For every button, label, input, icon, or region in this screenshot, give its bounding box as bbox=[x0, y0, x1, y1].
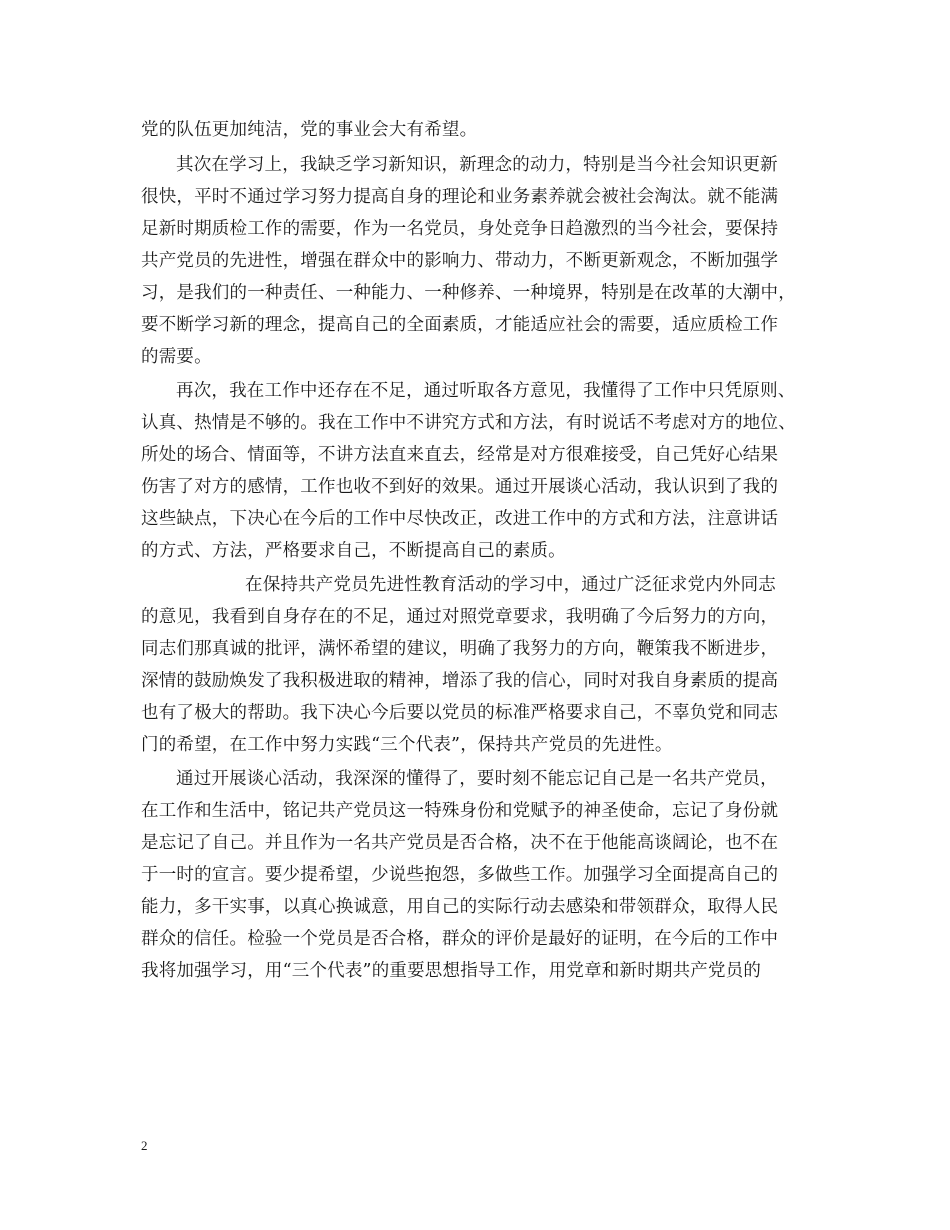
text-line: 共产党员的先进性，增强在群众中的影响力、带动力，不断更新观念，不断加强学 bbox=[141, 251, 779, 271]
text-line: 很快，平时不通过学习努力提高自身的理论和业务素养就会被社会淘汰。就不能满 bbox=[141, 187, 779, 207]
text-line: 的需要。 bbox=[141, 347, 212, 367]
text-line: 通过开展谈心活动，我深深的懂得了，要时刻不能忘记自己是一名共产党员， bbox=[176, 769, 778, 789]
text-line: 是忘记了自己。并且作为一名共产党员是否合格，决不在于他能高谈阔论，也不在 bbox=[141, 833, 779, 853]
text-line: 其次在学习上，我缺乏学习新知识，新理念的动力，特别是当今社会知识更新 bbox=[176, 155, 778, 175]
text-line: 的意见，我看到自身存在的不足，通过对照党章要求，我明确了今后努力的方向， bbox=[141, 607, 779, 627]
text-line: 同志们那真诚的批评，满怀希望的建议，明确了我努力的方向，鞭策我不断进步， bbox=[141, 639, 779, 659]
text-line: 也有了极大的帮助。我下决心今后要以党员的标准严格要求自己，不辜负党和同志 bbox=[141, 703, 779, 723]
text-line: 我将加强学习，用“三个代表”的重要思想指导工作，用党章和新时期共产党员的 bbox=[141, 961, 762, 981]
text-line: 门的希望，在工作中努力实践“三个代表”，保持共产党员的先进性。 bbox=[141, 735, 673, 755]
text-line: 伤害了对方的感情，工作也收不到好的效果。通过开展谈心活动，我认识到了我的 bbox=[141, 477, 779, 497]
text-line: 深情的鼓励焕发了我积极进取的精神，增添了我的信心，同时对我自身素质的提高 bbox=[141, 671, 779, 691]
text-line: 所处的场合、情面等，不讲方法直来直去，经常是对方很难接受，自己凭好心结果 bbox=[141, 445, 779, 465]
page-number: 2 bbox=[141, 1138, 148, 1153]
text-line: 能力，多干实事，以真心换诚意，用自己的实际行动去感染和带领群众，取得人民 bbox=[141, 897, 779, 917]
text-line: 党的队伍更加纯洁，党的事业会大有希望。 bbox=[141, 120, 478, 140]
text-line: 于一时的宣言。要少提希望，少说些抱怨，多做些工作。加强学习全面提高自己的 bbox=[141, 865, 779, 885]
text-line: 的方式、方法，严格要求自己，不断提高自己的素质。 bbox=[141, 541, 566, 561]
text-line: 要不断学习新的理念，提高自己的全面素质，才能适应社会的需要，适应质检工作 bbox=[141, 315, 779, 335]
text-line: 在保持共产党员先进性教育活动的学习中，通过广泛征求党内外同志 bbox=[245, 575, 776, 595]
text-line: 群众的信任。检验一个党员是否合格，群众的评价是最好的证明，在今后的工作中 bbox=[141, 929, 779, 949]
text-line: 在工作和生活中，铭记共产党员这一特殊身份和党赋予的神圣使命，忘记了身份就 bbox=[141, 801, 779, 821]
text-line: 习，是我们的一种责任、一种能力、一种修养、一种境界，特别是在改革的大潮中， bbox=[141, 283, 796, 303]
text-line: 足新时期质检工作的需要，作为一名党员，身处竞争日趋激烈的当今社会，要保持 bbox=[141, 219, 779, 239]
text-line: 再次，我在工作中还存在不足，通过听取各方意见，我懂得了工作中只凭原则、 bbox=[176, 381, 796, 401]
text-line: 这些缺点，下决心在今后的工作中尽快改正，改进工作中的方式和方法，注意讲话 bbox=[141, 509, 779, 529]
text-line: 认真、热情是不够的。我在工作中不讲究方式和方法，有时说话不考虑对方的地位、 bbox=[141, 413, 796, 433]
